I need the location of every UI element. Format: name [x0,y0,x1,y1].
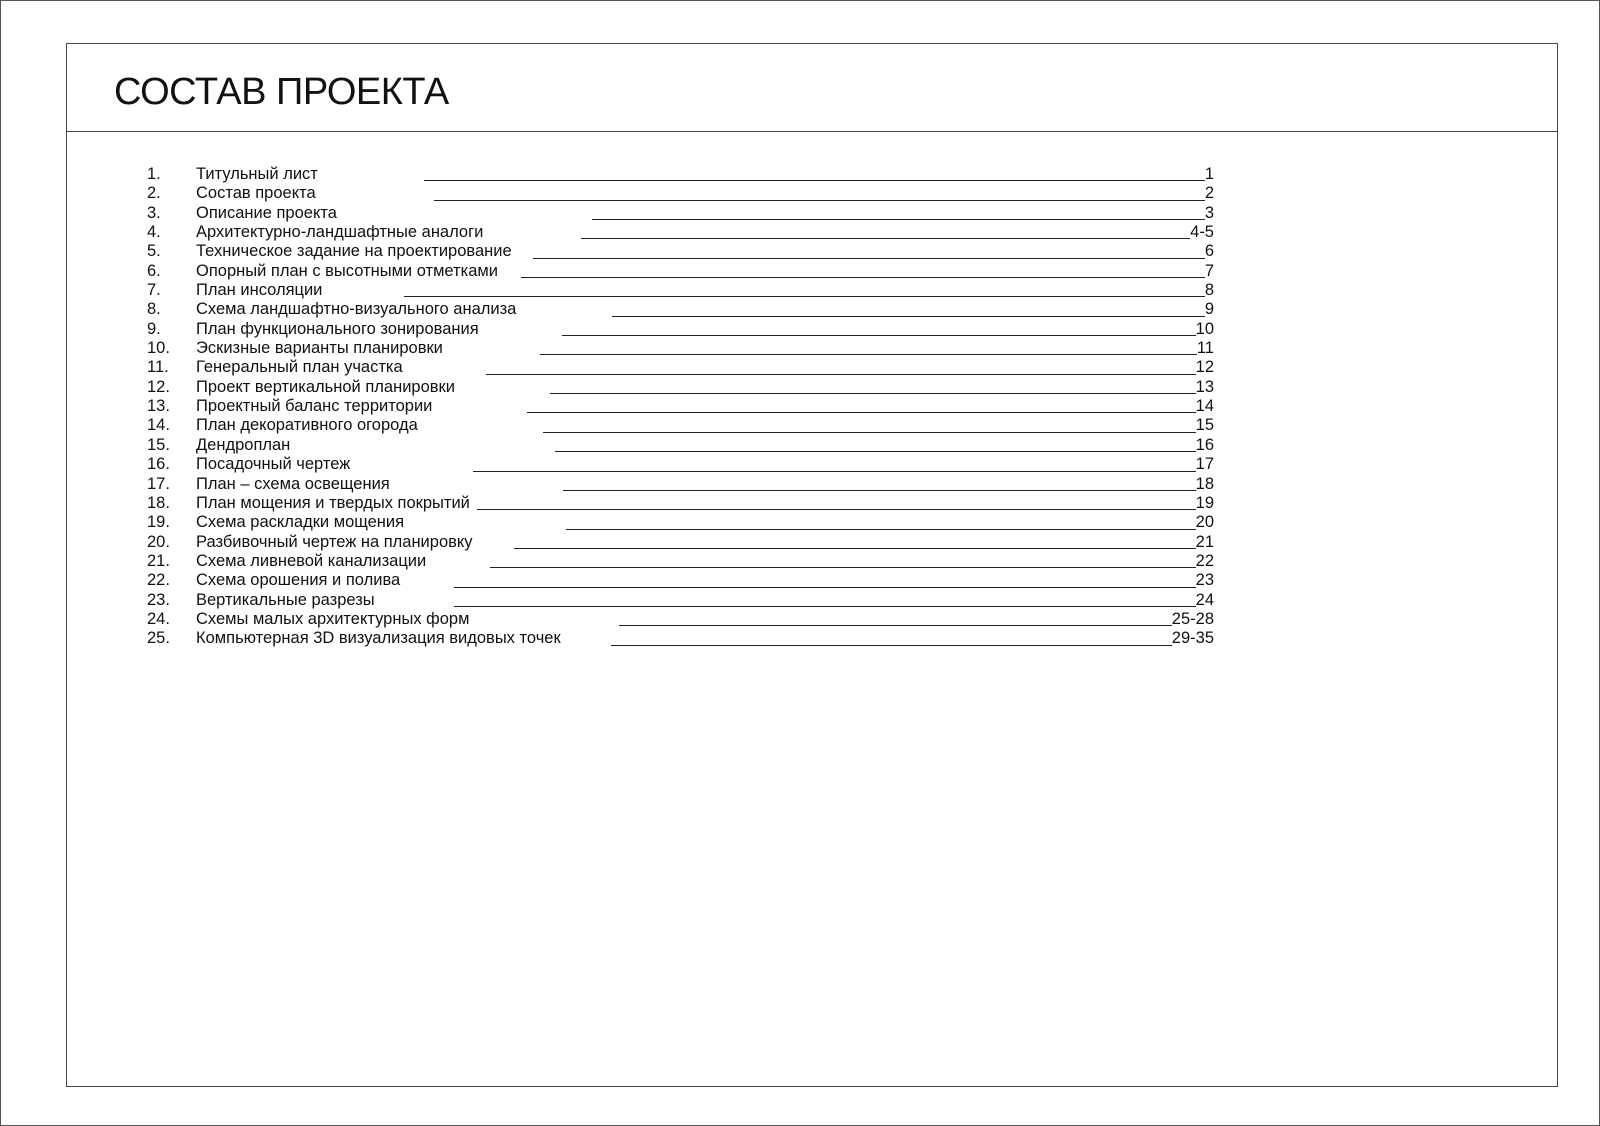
toc-entry-number: 25. [147,629,170,648]
toc-entry-label: Схема раскладки мощения [196,513,405,532]
toc-entry-page: 6 [1204,242,1214,261]
toc-entry-page: 23 [1195,571,1214,590]
toc-entry [147,552,1214,571]
toc-entry-number: 20. [147,532,170,551]
toc-entry [147,494,1214,513]
toc-entry-page: 29-35 [1171,629,1214,648]
toc-entry-label: Состав проекта [196,184,316,203]
toc-entry [147,378,1214,397]
toc-entry-page: 25-28 [1171,609,1214,628]
toc-entry-leader [562,334,1196,336]
toc-entry-leader [612,315,1204,317]
toc-entry-leader [514,547,1196,549]
toc-entry-leader [533,257,1205,259]
toc-entry-leader [563,489,1196,491]
toc-entry-leader [477,508,1196,510]
toc-entry [147,184,1214,203]
toc-entry [147,591,1214,610]
toc-entry-page: 14 [1195,397,1214,416]
toc-entry [147,242,1214,261]
toc-entry-label: Техническое задание на проектирование [196,242,512,261]
toc-entry-number: 17. [147,474,170,493]
toc-entry-leader [521,276,1205,278]
toc-entry-label: План – схема освещения [196,474,390,493]
toc-entry [147,165,1214,184]
toc-entry-page: 11 [1196,339,1214,358]
toc-entry-label: Проект вертикальной планировки [196,377,455,396]
toc-entry [147,320,1214,339]
toc-entry-label: План декоративного огорода [196,416,418,435]
toc-entry-leader [404,295,1204,297]
toc-entry-label: Описание проекта [196,203,337,222]
title-band [67,44,1557,132]
toc-entry-number: 9. [147,319,161,338]
toc-entry-leader [490,566,1195,568]
toc-entry-number: 10. [147,339,170,358]
toc-entry [147,455,1214,474]
toc-entry [147,204,1214,223]
toc-entry-leader [527,411,1195,413]
toc-entry-number: 18. [147,493,170,512]
toc-entry-page: 9 [1204,300,1214,319]
toc-entry-number: 23. [147,590,170,609]
toc-entry-number: 11. [147,358,169,377]
toc-entry-label: Генеральный план участка [196,358,403,377]
toc-entry-leader [540,353,1197,355]
toc-entry-label: Опорный план с высотными отметками [196,261,498,280]
toc-entry-number: 12. [147,377,170,396]
toc-entry-number: 13. [147,397,170,416]
drawing-frame [66,43,1558,1087]
toc-entry [147,397,1214,416]
toc-entry [147,475,1214,494]
toc-entry-leader [550,392,1196,394]
toc-entry-label: Титульный лист [196,165,318,183]
toc-entry-page: 1 [1204,165,1214,183]
toc-entry-page: 19 [1195,493,1214,512]
toc-entry-label: Эскизные варианты планировки [196,339,443,358]
toc-entry-number: 3. [147,203,161,222]
toc-entry-number: 16. [147,455,170,474]
toc-entry [147,223,1214,242]
toc-entry [147,339,1214,358]
toc-entry-number: 7. [147,281,161,300]
toc-entry-page: 15 [1195,416,1214,435]
toc-entry-leader [486,373,1196,375]
toc-entry-page: 7 [1204,261,1214,280]
toc-entry [147,281,1214,300]
toc-entry-label: Разбивочный чертеж на планировку [196,532,473,551]
toc-entry [147,533,1214,552]
page-title: СОСТАВ ПРОЕКТА [114,71,449,113]
toc-entry-leader [611,644,1172,646]
toc-entry-label: Схема орошения и полива [196,571,401,590]
toc-entry [147,300,1214,319]
toc-entry [147,610,1214,629]
toc-entry-number: 15. [147,435,170,454]
toc-entry-number: 8. [147,300,161,319]
toc-entry-leader [543,431,1196,433]
toc-entry-label: Вертикальные разрезы [196,590,375,609]
toc-entry [147,358,1214,377]
toc-entry-label: Посадочный чертеж [196,455,351,474]
toc-entry-page: 8 [1204,281,1214,300]
toc-entry-number: 19. [147,513,170,532]
toc-entry-page: 12 [1195,358,1214,377]
toc-entry-page: 17 [1195,455,1214,474]
toc-entry-leader [555,450,1195,452]
toc-entry-number: 2. [147,184,161,203]
toc-entry-page: 22 [1195,551,1214,570]
toc-entry [147,571,1214,590]
toc-entry-page: 18 [1195,474,1214,493]
toc-entry-number: 14. [147,416,170,435]
toc-entry [147,436,1214,455]
toc-entry-page: 24 [1195,590,1214,609]
toc-entry-number: 22. [147,571,170,590]
toc-entry-page: 3 [1204,203,1214,222]
toc-entry [147,629,1214,648]
toc-entry-label: План мощения и твердых покрытий [196,493,470,512]
toc-entry-number: 4. [147,223,161,242]
toc-entry-page: 4-5 [1190,223,1214,242]
toc-entry-page: 20 [1195,513,1214,532]
toc-entry-label: Дендроплан [196,435,291,454]
toc-entry-leader [473,470,1195,472]
toc-entry-leader [424,179,1205,181]
toc-entry-label: План инсоляции [196,281,323,300]
toc-entry-label: Компьютерная 3D визуализация видовых точек [196,629,561,648]
toc-entry-leader [581,237,1190,239]
toc-entry-number: 6. [147,261,161,280]
toc-entry-label: План функционального зонирования [196,319,479,338]
toc-entry-page: 10 [1195,319,1214,338]
toc-entry-label: Схема ливневой канализации [196,551,427,570]
toc-entry-leader [454,586,1195,588]
toc-entry [147,416,1214,435]
toc-entry-page: 16 [1195,435,1214,454]
toc-entry-number: 24. [147,609,170,628]
toc-entry-leader [454,605,1196,607]
toc-entry [147,513,1214,532]
toc-entry-number: 21. [147,551,170,570]
toc-entry-page: 13 [1195,377,1214,396]
toc-entry-label: Проектный баланс территории [196,397,433,416]
toc-entry-number: 5. [147,242,161,261]
toc-entry-label: Архитектурно-ландшафтные аналоги [196,223,484,242]
toc-entry [147,262,1214,281]
table-of-contents [147,165,1214,649]
toc-entry-number: 1. [147,165,161,183]
toc-entry-leader [566,528,1196,530]
toc-entry-leader [619,624,1171,626]
toc-entry-label: Схемы малых архитектурных форм [196,609,470,628]
toc-entry-page: 2 [1204,184,1214,203]
toc-entry-page: 21 [1195,532,1214,551]
toc-entry-leader [434,199,1205,201]
toc-entry-label: Схема ландшафтно-визуального анализа [196,300,517,319]
toc-entry-leader [592,218,1205,220]
